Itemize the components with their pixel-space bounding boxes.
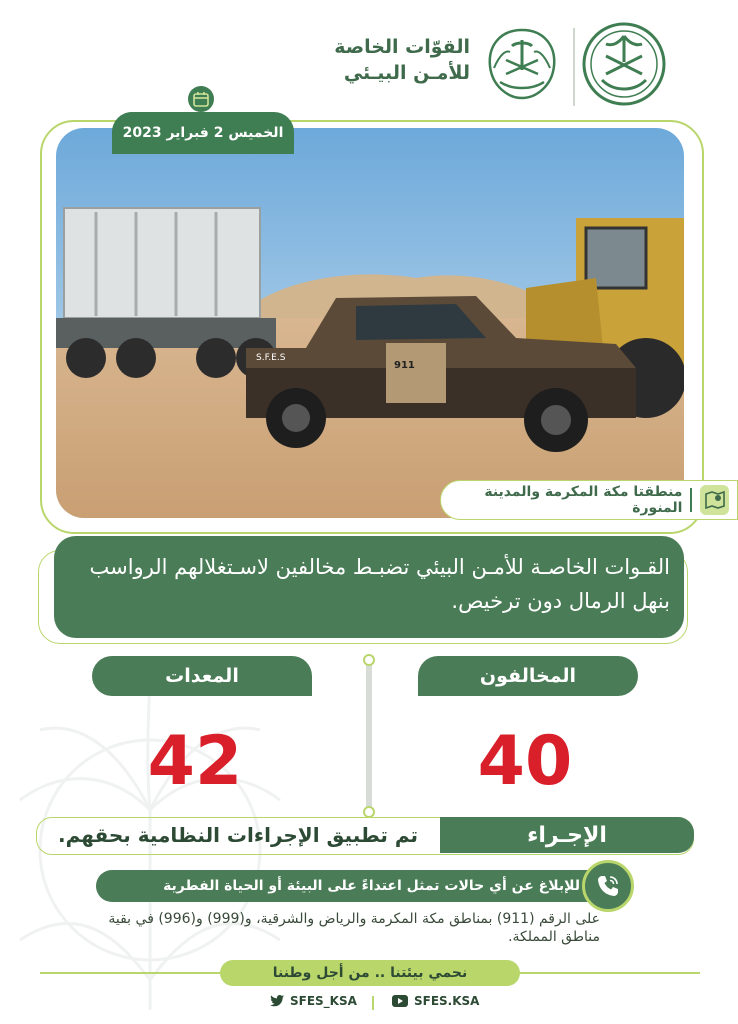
- region-pill: [440, 480, 738, 520]
- vehicle-sfes-text: S.F.E.S: [256, 353, 286, 363]
- door-911-text: 911: [394, 360, 415, 371]
- action-tag: الإجـراء: [440, 817, 694, 853]
- action-text: تم تطبيق الإجراءات النظامية بحقهم.: [57, 823, 419, 847]
- social-separator: [372, 996, 374, 1010]
- headline-text: القـوات الخاصـة للأمـن البيئي تضبـط مخالفين لاسـتغلالهم الرواسب بنهل الرمال دون ترخيص.: [89, 555, 670, 613]
- youtube-handle-text: SFES.KSA: [414, 994, 480, 1008]
- organization-title-line2: للأمـن البيـئي: [343, 62, 470, 84]
- header-divider: [573, 28, 575, 106]
- twitter-handle[interactable]: [270, 994, 357, 1008]
- region-label: منطقتا مكة المكرمة والمدينة المنورة: [484, 484, 683, 516]
- stats-divider: [366, 660, 372, 810]
- youtube-icon: [392, 995, 408, 1007]
- equipment-count: 42: [147, 722, 243, 801]
- ministry-emblem-logo: [582, 22, 666, 106]
- phone-icon: [582, 860, 634, 912]
- report-heading-text: للإبلاغ عن أي حالات تمثل اعتداءً على البيئة أو الحياة الفطرية: [163, 878, 580, 894]
- sfes-logo: [480, 24, 564, 104]
- organization-title-line1: القوّات الخاصة: [334, 36, 470, 58]
- violators-label: المخالفون: [418, 656, 638, 696]
- equipment-label: المعدات: [92, 656, 312, 696]
- organization-title: [320, 34, 470, 86]
- news-photo: [56, 128, 684, 518]
- violators-count: 40: [477, 722, 573, 801]
- date-tab: الخميس 2 فبراير 2023: [112, 112, 294, 154]
- region-separator: [690, 488, 692, 512]
- divider-dot-top: [363, 654, 375, 666]
- twitter-icon: [270, 995, 284, 1007]
- youtube-handle[interactable]: [392, 994, 479, 1008]
- twitter-handle-text: SFES_KSA: [290, 994, 357, 1008]
- calendar-icon: [188, 86, 214, 112]
- map-icon: [700, 485, 729, 515]
- report-heading: [96, 870, 596, 902]
- slogan: نحمي بيئتنا .. من أجل وطننا: [220, 960, 520, 986]
- report-description: على الرقم (911) بمناطق مكة المكرمة والرياض والشرقية، و(999) و(996) في بقية مناطق المملكة.: [108, 911, 600, 945]
